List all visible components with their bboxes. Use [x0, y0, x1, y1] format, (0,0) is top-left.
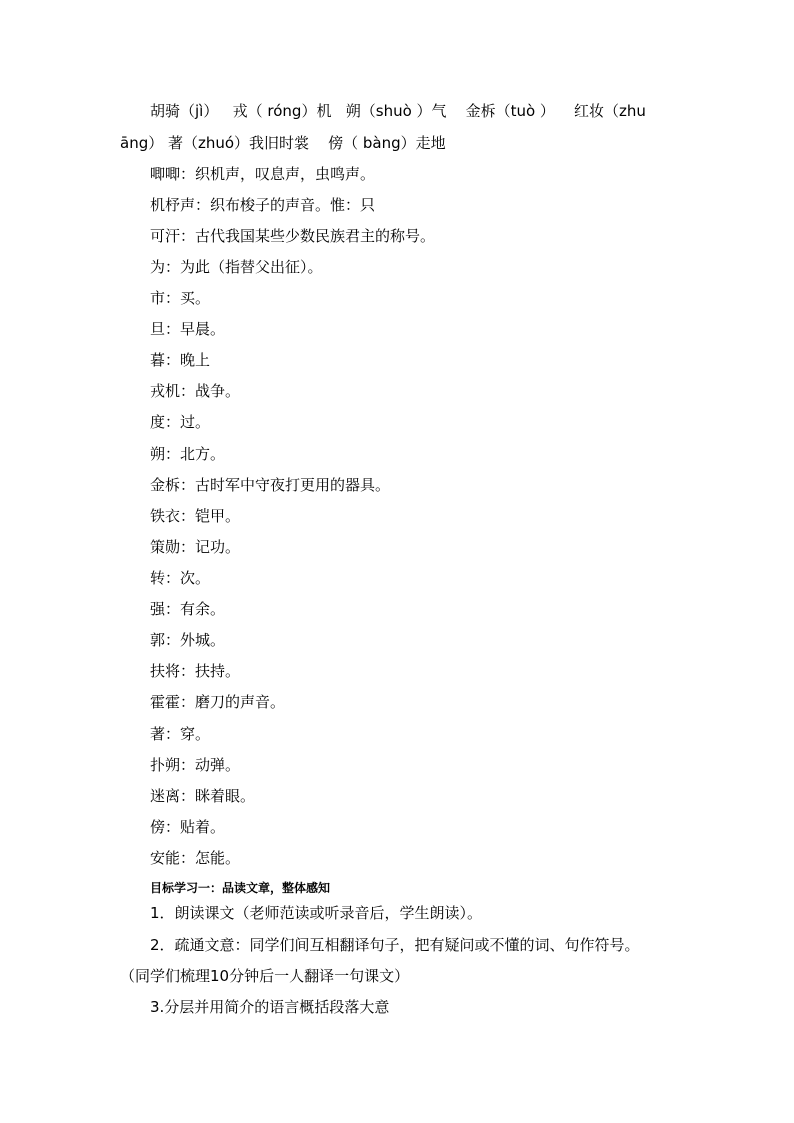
glossary-entry: 迷离：眯着眼。	[150, 787, 256, 805]
glossary-entry: 旦：早晨。	[150, 320, 226, 338]
glossary-entry: 著：穿。	[150, 725, 211, 743]
pinyin-line-1: 胡骑（jì） 戎（ róng）机 朔（shuò ）气 金柝（tuò ） 红妆（zhu	[150, 102, 646, 120]
step-2-continued: （同学们梳理10分钟后一人翻译一句课文）	[120, 967, 410, 985]
glossary-entry: 扶将：扶持。	[150, 662, 241, 680]
glossary-entry: 为：为此（指替父出征）。	[150, 258, 323, 276]
glossary-entry: 郭：外城。	[150, 631, 226, 649]
pinyin-line-2: āng） 著（zhuó）我旧时裳 傍（ bàng）走地	[120, 134, 446, 152]
step-2: 2．疏通文意：同学们间互相翻译句子，把有疑问或不懂的词、句作符号。	[150, 936, 640, 954]
glossary-entry: 可汗：古代我国某些少数民族君主的称号。	[150, 227, 436, 245]
glossary-entry: 强：有余。	[150, 600, 226, 618]
glossary-entry: 朔：北方。	[150, 445, 226, 463]
glossary-entry: 安能：怎能。	[150, 849, 241, 867]
glossary-entry: 市：买。	[150, 289, 211, 307]
step-1: 1．朗读课文（老师范读或听录音后，学生朗读）。	[150, 904, 483, 922]
glossary-entry: 度：过。	[150, 413, 211, 431]
section-title: 目标学习一：品读文章，整体感知	[150, 881, 331, 895]
glossary-entry: 暮：晚上	[150, 351, 211, 369]
glossary-entry: 扑朔：动弹。	[150, 756, 241, 774]
glossary-entry: 策勋：记功。	[150, 538, 241, 556]
glossary-entry: 机杼声：织布梭子的声音。惟：只	[150, 196, 376, 214]
glossary-entry: 傍：贴着。	[150, 818, 226, 836]
glossary-entry: 霍霍：磨刀的声音。	[150, 693, 286, 711]
glossary-entry: 铁衣：铠甲。	[150, 507, 241, 525]
glossary-entry: 金柝：古时军中守夜打更用的器具。	[150, 476, 391, 494]
glossary-entry: 唧唧：织机声，叹息声，虫鸣声。	[150, 165, 376, 183]
step-3: 3.分层并用简介的语言概括段落大意	[150, 998, 390, 1016]
glossary-entry: 戎机：战争。	[150, 382, 241, 400]
glossary-entry: 转：次。	[150, 569, 211, 587]
